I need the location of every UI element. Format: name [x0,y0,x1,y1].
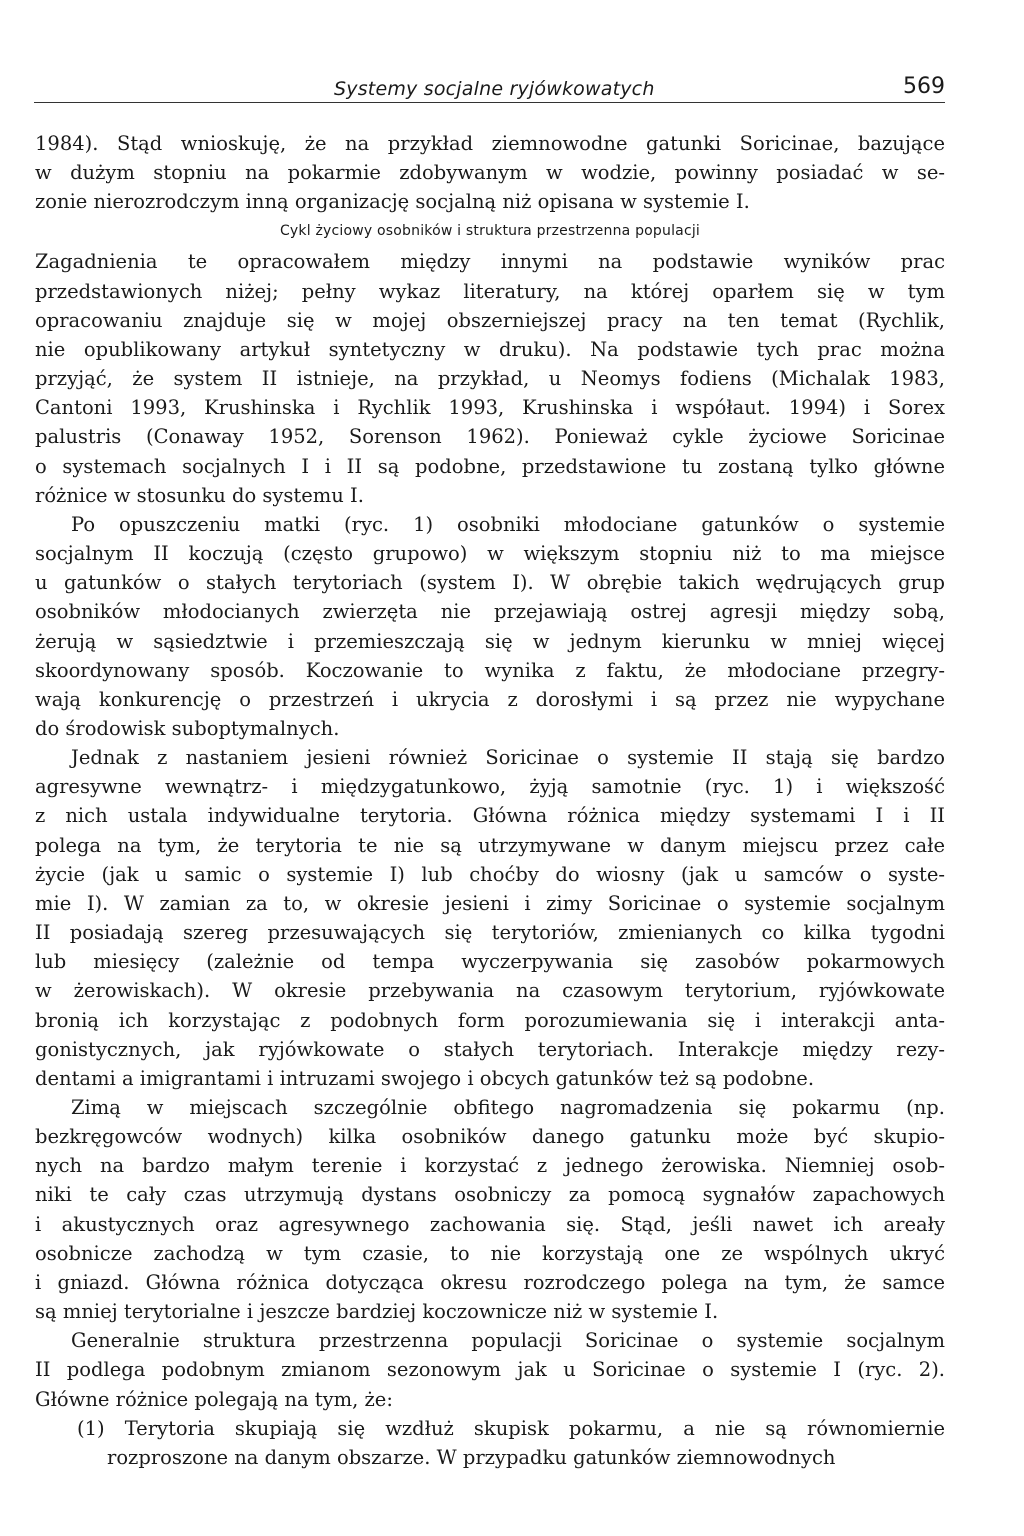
text-line: przyjąć, że system II istnieje, na przykład, u Neomys fodiens (Michalak 1983, [35,367,945,391]
text-line: opracowaniu znajduje się w mojej obszerniejszej pracy na ten temat (Rychlik, [35,308,945,332]
text-line: u gatunków o stałych terytoriach (system I). W obrębie takich wędrujących grup [35,571,945,595]
text-line: agresywne wewnątrz- i międzygatunkowo, żyją samotnie (ryc. 1) i większość [35,775,945,799]
text-line: 1984). Stąd wnioskuję, że na przykład ziemnowodne gatunki Soricinae, bazujące [35,132,945,155]
text-line: w dużym stopniu na pokarmie zdobywanym w wodzie, powinny posiadać w se- [35,161,945,185]
text-line: różnice w stosunku do systemu I. [35,483,364,507]
text-line: II podlega podobnym zmianom sezonowym jak u Soricinae o systemie I (ryc. 2). [35,1358,945,1382]
text-line: gonistycznych, jak ryjówkowate o stałych terytoriach. Interakcje między rezy- [35,1037,945,1061]
text-line: Zimą w miejscach szczególnie obfitego nagromadzenia się pokarmu (np. [71,1096,945,1119]
text-line: Główne różnice polegają na tym, że: [35,1387,393,1411]
text-line: niki te cały czas utrzymują dystans osobniczy za pomocą sygnałów zapachowych [35,1183,945,1207]
text-line: polega na tym, że terytoria te nie są utrzymywane w danym miejscu przez całe [35,833,945,857]
text-line: o systemach socjalnych I i II są podobne, przedstawione tu zostaną tylko główne [35,454,945,478]
text-line: w żerowiskach). W okresie przebywania na czasowym terytorium, ryjówkowate [35,979,945,1003]
text-line: skoordynowany sposób. Koczowanie to wynika z faktu, że młodociane przegry- [35,658,945,682]
text-line: przedstawionych niżej; pełny wykaz literatury, na której oparłem się w tym [35,279,945,303]
text-line: osobników młodocianych zwierzęta nie przejawiają ostrej agresji między sobą, [35,600,945,624]
text-line: Zagadnienia te opracowałem między innymi na podstawie wyników prac [35,250,945,274]
text-line: życie (jak u samic o systemie I) lub choćby do wiosny (jak u samców o syste- [35,862,945,886]
running-header [34,76,945,103]
text-line: i gniazd. Główna różnica dotycząca okresu rozrodczego polega na tym, że samce [35,1270,945,1294]
text-line: do środowisk suboptymalnych. [35,716,340,740]
list-item: (1) Terytoria skupiają się wzdłuż skupisk pokarmu, a nie są równomiernie [77,1416,945,1440]
text-line: Cantoni 1993, Krushinska i Rychlik 1993, Krushinska i współaut. 1994) i Sorex [35,396,945,420]
text-line: osobnicze zachodzą w tym czasie, to nie korzystają one ze wspólnych ukryć [35,1241,945,1265]
text-line: i akustycznych oraz agresywnego zachowania się. Stąd, jeśli nawet ich areały [35,1212,945,1236]
text-line: Po opuszczeniu matki (ryc. 1) osobniki młodociane gatunków o systemie [71,512,945,536]
text-line: bezkręgowców wodnych) kilka osobników danego gatunku może być skupio- [35,1125,945,1149]
section-title: Cykl życiowy osobników i struktura przestrzenna populacji [279,223,701,240]
text-line: są mniej terytorialne i jeszcze bardziej koczownicze niż w systemie I. [35,1300,719,1324]
text-line: z nich ustala indywidualne terytoria. Główna różnica między systemami I i II [35,804,945,828]
text-line: Generalnie struktura przestrzenna populacji Soricinae o systemie socjalnym [71,1329,945,1353]
text-line: lub miesięcy (zależnie od tempa wyczerpywania się zasobów pokarmowych [35,950,945,974]
text-line: II posiadają szereg przesuwających się terytoriów, zmienianych co kilka tygodni [35,921,945,945]
body-text [35,129,945,1472]
text-line: zonie nierozrodczym inną organizację socjalną niż opisana w systemie I. [35,190,750,214]
text-line: nie opublikowany artykuł syntetyczny w druku). Na podstawie tych prac można [35,337,945,361]
text-line: dentami a imigrantami i intruzami swojego i obcych gatunków też są podobne. [35,1066,815,1090]
text-line: nych na bardzo małym terenie i korzystać z jednego żerowiska. Niemniej osob- [35,1154,945,1178]
list-item-continuation: rozproszone na danym obszarze. W przypadku gatunków ziemnowodnych [107,1445,836,1469]
text-line: bronią ich korzystając z podobnych form porozumiewania się i interakcji anta- [35,1008,945,1032]
running-title: Systemy socjalne ryjówkowatych [334,78,655,100]
text-line: żerują w sąsiedztwie i przemieszczają się w jednym kierunku w mniej więcej [35,629,945,653]
page-number: 569 [903,74,945,99]
text-line: mie I). W zamian za to, w okresie jesieni i zimy Soricinae o systemie socjalnym [35,891,945,915]
text-line: palustris (Conaway 1952, Sorenson 1962). Ponieważ cykle życiowe Soricinae [35,425,945,449]
text-line: Jednak z nastaniem jesieni również Soricinae o systemie II stają się bardzo [71,746,945,770]
text-line: wają konkurencję o przestrzeń i ukrycia z dorosłymi i są przez nie wypychane [35,687,945,711]
text-line: socjalnym II koczują (często grupowo) w większym stopniu niż to ma miejsce [35,542,945,566]
